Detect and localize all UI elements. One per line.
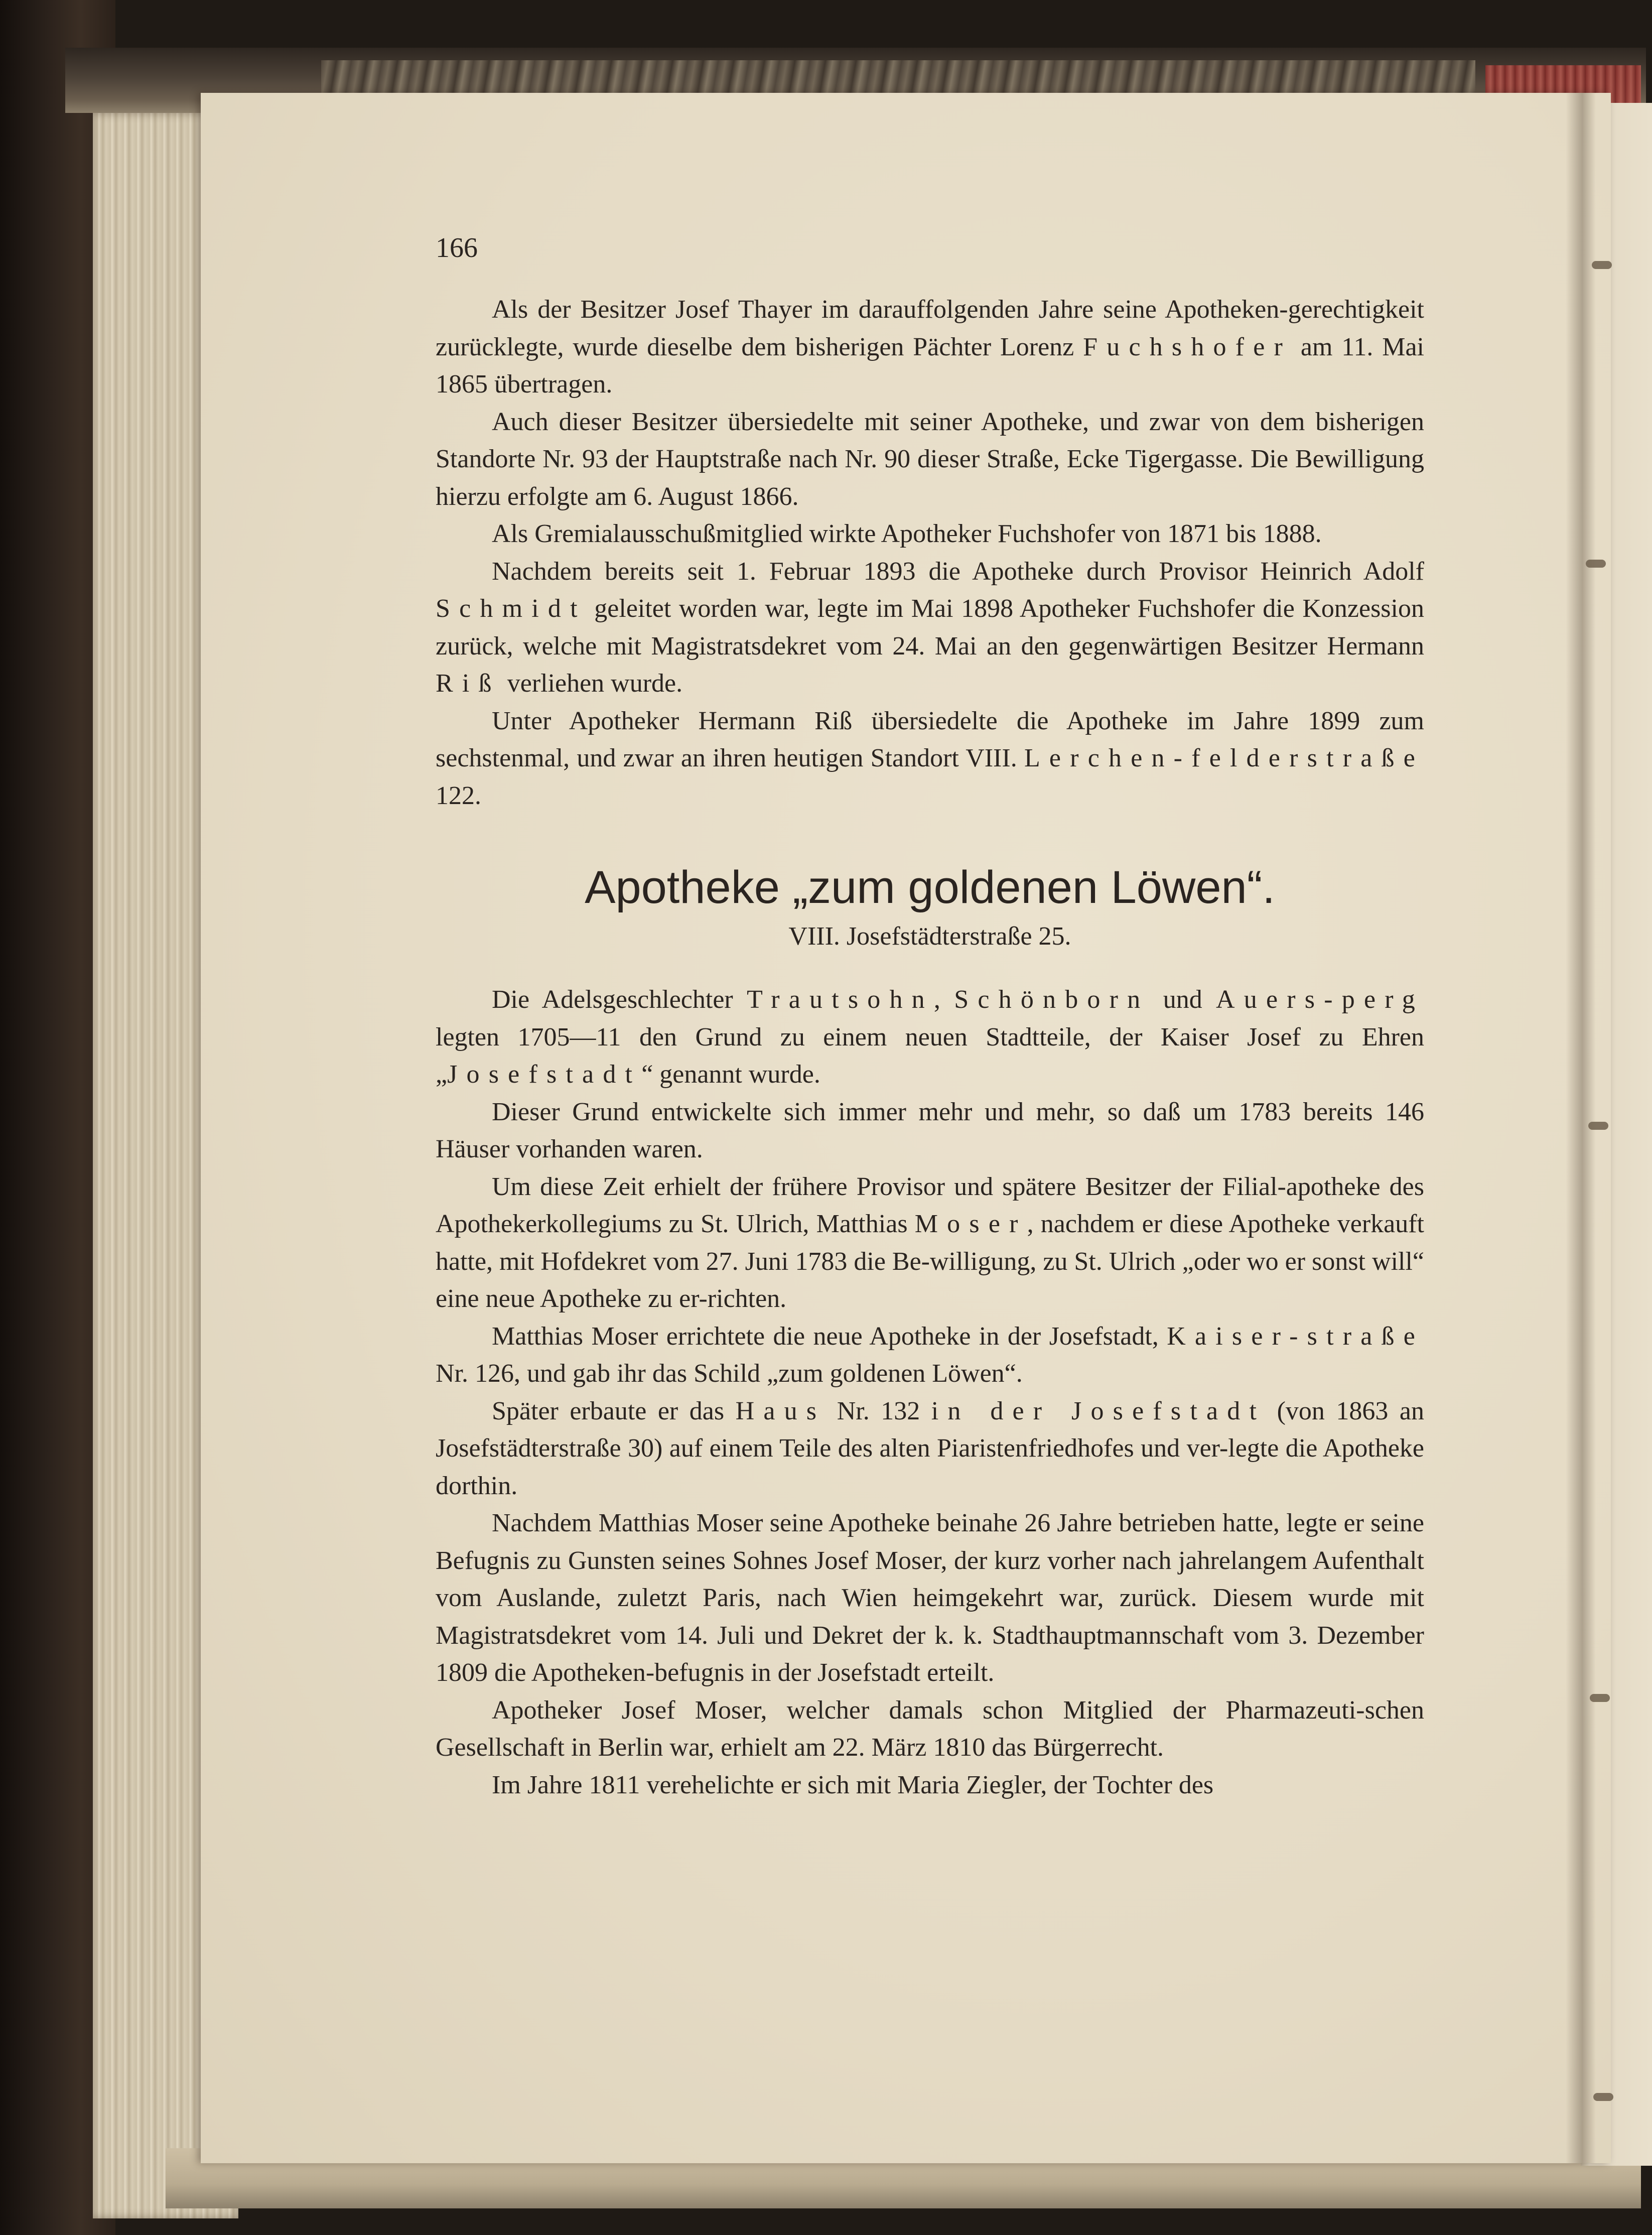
text-run: “ genannt wurde. xyxy=(641,1060,820,1089)
spaced-name: Josefstadt xyxy=(447,1060,642,1089)
spaced-name: in der Josefstadt xyxy=(931,1396,1266,1425)
text-run: (von 1863 an Josefstädterstraße 30) auf einem Teile des alten Piaristenfriedhofes und ver-legte die Apotheke dorthin. xyxy=(436,1396,1425,1500)
text-run: Als der Besitzer Josef Thayer im darauffolgenden Jahre seine Apotheken-gerechtigkeit zurücklegte, wurde dieselbe dem bisherigen Pächter Lorenz xyxy=(436,295,1424,361)
paragraph xyxy=(436,1505,1424,1692)
spaced-name: Riß xyxy=(436,669,501,698)
margin-mark xyxy=(1588,1122,1608,1130)
spaced-name: Fuchshofer xyxy=(1083,332,1292,361)
margin-mark xyxy=(1590,1694,1610,1702)
intro-section xyxy=(436,291,1424,815)
text-run: Nachdem bereits seit 1. Februar 1893 die Apotheke durch Provisor Heinrich Adolf xyxy=(492,557,1424,586)
text-run: geleitet worden war, legte im Mai 1898 Apotheker Fuchshofer die Konzession zurück, welche mit Magistratsdekret vom 24. Mai an den gegenwärtigen Besitzer Hermann xyxy=(436,594,1424,661)
spaced-name: Moser xyxy=(914,1210,1027,1238)
text-run: Die Adelsgeschlechter xyxy=(492,985,747,1014)
section-address: VIII. Josefstädterstraße 25. xyxy=(788,922,1071,951)
paragraph xyxy=(436,1767,1424,1804)
section-body xyxy=(436,981,1424,1804)
text-run: Im Jahre 1811 verehelichte er sich mit Maria Ziegler, der Tochter des xyxy=(492,1770,1214,1799)
paragraph xyxy=(436,1692,1424,1767)
spaced-name: Haus xyxy=(735,1396,826,1425)
spaced-name: Auers-perg xyxy=(1216,985,1425,1014)
paragraph xyxy=(436,291,1424,404)
margin-mark xyxy=(1593,2093,1613,2101)
paragraph xyxy=(436,553,1424,703)
paragraph xyxy=(436,404,1424,516)
text-run: , xyxy=(933,985,954,1014)
text-run: legten 1705—11 den Grund zu einem neuen Stadtteile, der Kaiser Josef zu Ehren „ xyxy=(436,1022,1424,1089)
text-run: Unter Apotheker Hermann Riß übersiedelte die Apotheke im Jahre 1899 zum sechstenmal, und zwar an ihren heutigen Standort VIII. xyxy=(436,706,1424,772)
paragraph xyxy=(436,515,1424,553)
paragraph xyxy=(436,1318,1424,1393)
text-run: verliehen wurde. xyxy=(500,669,683,698)
text-run: Nr. 132 xyxy=(825,1396,931,1425)
paragraph xyxy=(436,981,1424,1094)
text-run: Dieser Grund entwickelte sich immer mehr und mehr, so daß um 1783 bereits 146 Häuser vorhanden waren. xyxy=(436,1097,1424,1163)
text-run: Matthias Moser errichtete die neue Apotheke in der Josefstadt, xyxy=(492,1322,1167,1351)
text-run: Apotheker Josef Moser, welcher damals schon Mitglied der Pharmazeuti-schen Gesellschaft in Berlin war, erhielt am 22. März 1810 das Bürgerrecht. xyxy=(436,1695,1424,1762)
text-run: Nachdem Matthias Moser seine Apotheke beinahe 26 Jahre betrieben hatte, legte er seine Befugnis zu Gunsten seines Sohnes Josef Moser, der kurz vorher nach jahrelangem Aufenthalt vom Auslande, zuletzt Paris, nach Wien heimgekehrt war, zurück. Diesem wurde mit Magistratsdekret vom 14. Juli und Dekret der k. k. Stadthauptmannschaft vom 3. Dezember 1809 die Apotheken-befugnis in der Josefstadt erteilt. xyxy=(436,1509,1424,1687)
text-run: Als Gremialausschußmitglied wirkte Apotheker Fuchshofer von 1871 bis 1888. xyxy=(492,519,1322,548)
margin-mark xyxy=(1592,261,1612,269)
paragraph xyxy=(436,703,1424,815)
page-text xyxy=(436,291,1424,1804)
margin-mark xyxy=(1586,560,1606,568)
text-run: Auch dieser Besitzer übersiedelte mit seiner Apotheke, und zwar von dem bisherigen Standorte Nr. 93 der Hauptstraße nach Nr. 90 dieser Straße, Ecke Tigergasse. Die Bewilligung hierzu erfolgte am 6. August 1866. xyxy=(436,407,1424,511)
text-run: Nr. 126, und gab ihr das Schild „zum goldenen Löwen“. xyxy=(436,1359,1023,1388)
spaced-name: Schönborn xyxy=(954,985,1150,1014)
page-number: 166 xyxy=(436,232,478,264)
text-run: und xyxy=(1149,985,1216,1014)
text-run: , nachdem er diese Apotheke verkauft hatte, mit Hofdekret vom 27. Juni 1783 die Be-willigung, zu St. Ulrich „oder wo er sonst will“ eine neue Apotheke zu er-richten. xyxy=(436,1210,1424,1313)
paragraph xyxy=(436,1094,1424,1168)
spaced-name: Lerchen-felderstraße xyxy=(1024,744,1424,772)
spaced-name: Schmidt xyxy=(436,594,587,623)
text-run: am 11. Mai 1865 übertragen. xyxy=(436,332,1424,399)
paragraph xyxy=(436,1168,1424,1318)
text-run: Um diese Zeit erhielt der frühere Provisor und spätere Besitzer der Filial-apotheke des Apothekerkollegiums zu St. Ulrich, Matthias xyxy=(436,1172,1424,1238)
paragraph xyxy=(436,1393,1424,1505)
text-run: Später erbaute er das xyxy=(492,1396,736,1425)
section-title: Apotheke „zum goldenen Löwen“. xyxy=(585,862,1275,913)
text-run: 122. xyxy=(436,781,481,810)
spaced-name: Trautsohn xyxy=(747,985,934,1014)
spaced-name: Kaiser-straße xyxy=(1167,1322,1424,1351)
